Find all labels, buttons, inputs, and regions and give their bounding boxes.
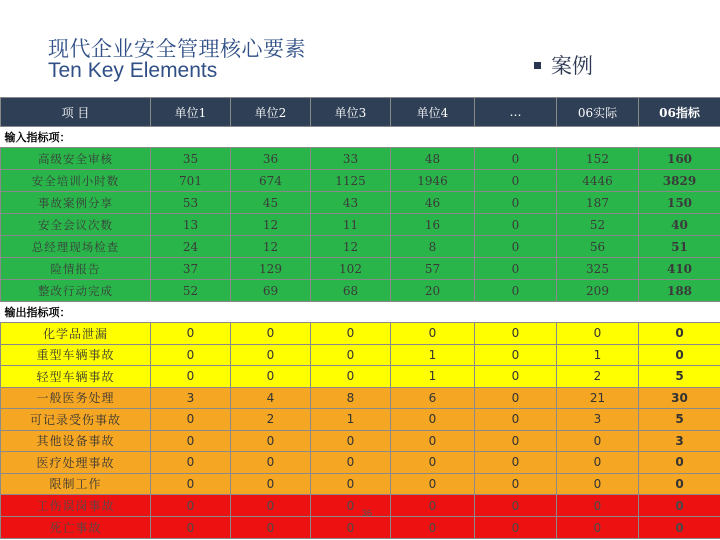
cell-value: 0 [151,366,231,388]
cell-value: 0 [231,323,311,345]
column-header: 06指标 [639,98,720,127]
cell-value: 0 [311,452,391,474]
safety-elements-table [0,97,720,539]
column-header: 单位4 [391,98,475,127]
cell-value: 0 [475,366,557,388]
cell-value: 16 [391,214,475,236]
cell-value: 35 [151,148,231,170]
row-label: 其他设备事故 [1,430,151,452]
cell-value: 160 [639,148,720,170]
cell-value: 0 [557,495,639,517]
table-row [1,473,720,495]
example-heading [534,50,593,80]
cell-value: 0 [311,495,391,517]
cell-value: 0 [557,473,639,495]
cell-value: 0 [231,473,311,495]
example-label: 案例 [551,54,593,78]
cell-value: 0 [311,430,391,452]
row-label: 重型车辆事故 [1,344,151,366]
cell-value: 0 [475,148,557,170]
cell-value: 8 [391,236,475,258]
cell-value: 0 [151,409,231,431]
cell-value: 325 [557,258,639,280]
section-label: 输入指标项： [1,127,720,148]
cell-value: 0 [151,430,231,452]
cell-value: 0 [151,344,231,366]
cell-value: 674 [231,170,311,192]
table-body [1,98,720,539]
cell-value: 0 [475,170,557,192]
cell-value: 53 [151,192,231,214]
cell-value: 6 [391,387,475,409]
column-header: … [475,98,557,127]
cell-value: 102 [311,258,391,280]
cell-value: 1125 [311,170,391,192]
cell-value: 0 [475,192,557,214]
row-label: 化学品泄漏 [1,323,151,345]
cell-value: 0 [639,323,720,345]
cell-value: 43 [311,192,391,214]
cell-value: 12 [311,236,391,258]
section-row [1,302,720,323]
cell-value: 0 [151,517,231,539]
table-row [1,170,720,192]
table-row [1,236,720,258]
cell-value: 0 [151,452,231,474]
cell-value: 0 [391,452,475,474]
cell-value: 48 [391,148,475,170]
cell-value: 3 [151,387,231,409]
cell-value: 46 [391,192,475,214]
cell-value: 0 [151,323,231,345]
cell-value: 0 [311,344,391,366]
cell-value: 0 [231,366,311,388]
table-row [1,387,720,409]
cell-value: 5 [639,366,720,388]
row-label: 一般医务处理 [1,387,151,409]
cell-value: 0 [231,344,311,366]
cell-value: 0 [231,452,311,474]
cell-value: 0 [475,323,557,345]
cell-value: 20 [391,280,475,302]
cell-value: 2 [557,366,639,388]
cell-value: 1 [311,409,391,431]
cell-value: 51 [639,236,720,258]
row-label: 安全培训小时数 [1,170,151,192]
title-chinese: 现代企业安全管理核心要素 [48,37,306,61]
cell-value: 52 [151,280,231,302]
cell-value: 0 [639,495,720,517]
cell-value: 0 [311,323,391,345]
cell-value: 0 [475,495,557,517]
table-row [1,192,720,214]
cell-value: 410 [639,258,720,280]
cell-value: 0 [391,517,475,539]
cell-value: 1 [391,366,475,388]
column-header: 单位1 [151,98,231,127]
cell-value: 2 [231,409,311,431]
table-row [1,495,720,517]
table-row [1,452,720,474]
cell-value: 30 [639,387,720,409]
section-row [1,127,720,148]
cell-value: 0 [231,495,311,517]
row-label: 险情报告 [1,258,151,280]
table-row [1,214,720,236]
cell-value: 187 [557,192,639,214]
cell-value: 129 [231,258,311,280]
cell-value: 1 [557,344,639,366]
cell-value: 0 [231,430,311,452]
cell-value: 0 [475,430,557,452]
cell-value: 56 [557,236,639,258]
cell-value: 0 [557,517,639,539]
row-label: 可记录受伤事故 [1,409,151,431]
row-label: 安全会议次数 [1,214,151,236]
cell-value: 24 [151,236,231,258]
row-label: 限制工作 [1,473,151,495]
cell-value: 13 [151,214,231,236]
cell-value: 3829 [639,170,720,192]
cell-value: 69 [231,280,311,302]
cell-value: 152 [557,148,639,170]
table-header-row [1,98,720,127]
table-row [1,344,720,366]
cell-value: 0 [391,430,475,452]
row-label: 事故案例分享 [1,192,151,214]
cell-value: 0 [557,452,639,474]
table-row [1,517,720,539]
row-label: 整改行动完成 [1,280,151,302]
cell-value: 701 [151,170,231,192]
table-row [1,280,720,302]
cell-value: 0 [391,473,475,495]
cell-value: 0 [475,344,557,366]
cell-value: 0 [475,280,557,302]
row-label: 医疗处理事故 [1,452,151,474]
cell-value: 0 [475,236,557,258]
cell-value: 68 [311,280,391,302]
cell-value: 0 [475,387,557,409]
cell-value: 188 [639,280,720,302]
column-header: 单位3 [311,98,391,127]
cell-value: 21 [557,387,639,409]
cell-value: 0 [557,430,639,452]
cell-value: 12 [231,236,311,258]
cell-value: 0 [231,517,311,539]
cell-value: 0 [639,473,720,495]
cell-value: 0 [391,409,475,431]
cell-value: 209 [557,280,639,302]
cell-value: 36 [231,148,311,170]
cell-value: 0 [391,323,475,345]
cell-value: 33 [311,148,391,170]
table-row [1,409,720,431]
title-english: Ten Key Elements [48,59,218,82]
square-bullet-icon [534,62,541,69]
cell-value: 150 [639,192,720,214]
cell-value: 0 [475,409,557,431]
column-header: 06实际 [557,98,639,127]
cell-value: 0 [151,473,231,495]
cell-value: 0 [639,517,720,539]
cell-value: 0 [311,517,391,539]
cell-value: 4446 [557,170,639,192]
row-label: 高级安全审核 [1,148,151,170]
table-row [1,258,720,280]
cell-value: 1 [391,344,475,366]
row-label: 死亡事故 [1,517,151,539]
cell-value: 0 [475,452,557,474]
cell-value: 0 [475,214,557,236]
cell-value: 8 [311,387,391,409]
cell-value: 0 [557,323,639,345]
cell-value: 0 [475,258,557,280]
cell-value: 0 [151,495,231,517]
cell-value: 4 [231,387,311,409]
cell-value: 0 [311,366,391,388]
column-header: 项 目 [1,98,151,127]
cell-value: 3 [639,430,720,452]
cell-value: 0 [475,473,557,495]
cell-value: 0 [475,517,557,539]
row-label: 工伤误岗事故 [1,495,151,517]
cell-value: 0 [311,473,391,495]
cell-value: 45 [231,192,311,214]
cell-value: 52 [557,214,639,236]
cell-value: 0 [639,344,720,366]
cell-value: 5 [639,409,720,431]
cell-value: 3 [557,409,639,431]
cell-value: 11 [311,214,391,236]
section-label: 输出指标项： [1,302,720,323]
cell-value: 1946 [391,170,475,192]
cell-value: 0 [391,495,475,517]
cell-value: 40 [639,214,720,236]
table-row [1,430,720,452]
table-row [1,323,720,345]
table-row [1,148,720,170]
cell-value: 37 [151,258,231,280]
row-label: 总经理现场检查 [1,236,151,258]
column-header: 单位2 [231,98,311,127]
cell-value: 12 [231,214,311,236]
page-number: 36 [362,508,373,518]
row-label: 轻型车辆事故 [1,366,151,388]
cell-value: 0 [639,452,720,474]
cell-value: 57 [391,258,475,280]
table-row [1,366,720,388]
